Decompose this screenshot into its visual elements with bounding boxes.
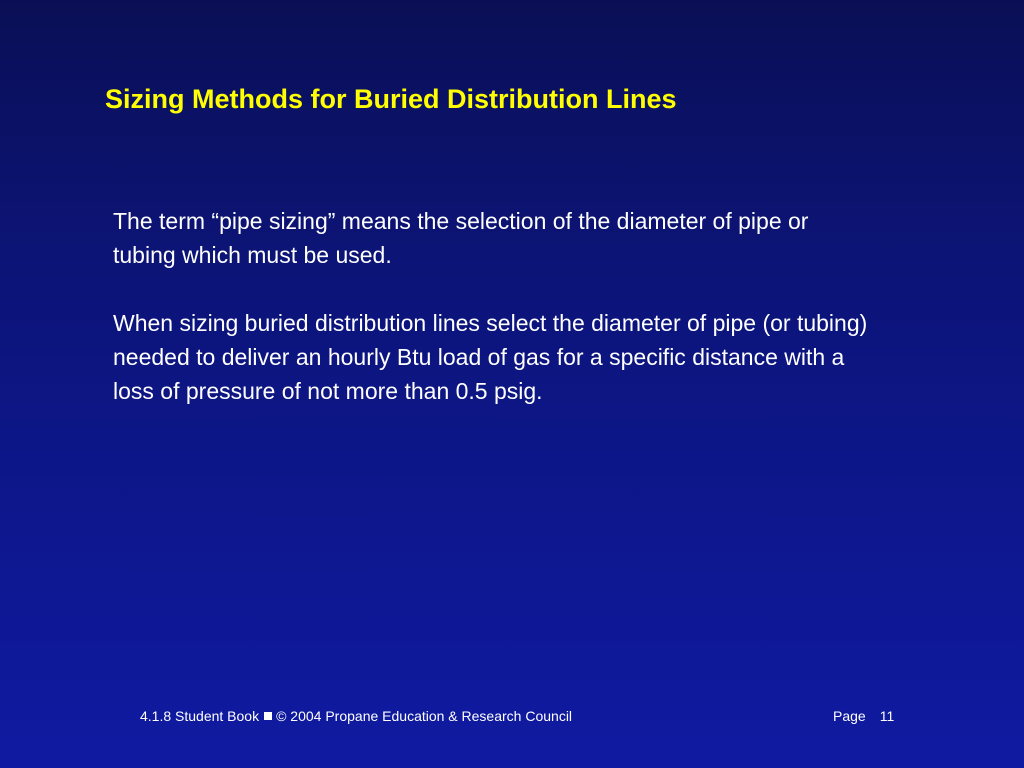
footer-left: [140, 706, 572, 726]
square-bullet-icon: [264, 712, 272, 720]
slide-footer: [140, 706, 920, 726]
footer-page-number: 11: [879, 708, 895, 724]
paragraph-sizing-buried-lines: When sizing buried distribution lines select the diameter of pipe (or tubing) needed to deliver an hourly Btu load of gas for a specific distance with a loss of pressure of not more than 0.5 psig.: [113, 310, 868, 404]
slide-body: [113, 204, 873, 408]
footer-copyright: © 2004 Propane Education & Research Council: [276, 708, 573, 724]
slide-title: Sizing Methods for Buried Distribution Lines: [105, 84, 677, 114]
footer-book-label: 4.1.8 Student Book: [140, 708, 260, 724]
paragraph-pipe-sizing-definition: The term “pipe sizing” means the selection of the diameter of pipe or tubing which must be used.: [113, 208, 809, 268]
footer-page-label: Page: [833, 708, 866, 724]
footer-page: [833, 706, 894, 726]
